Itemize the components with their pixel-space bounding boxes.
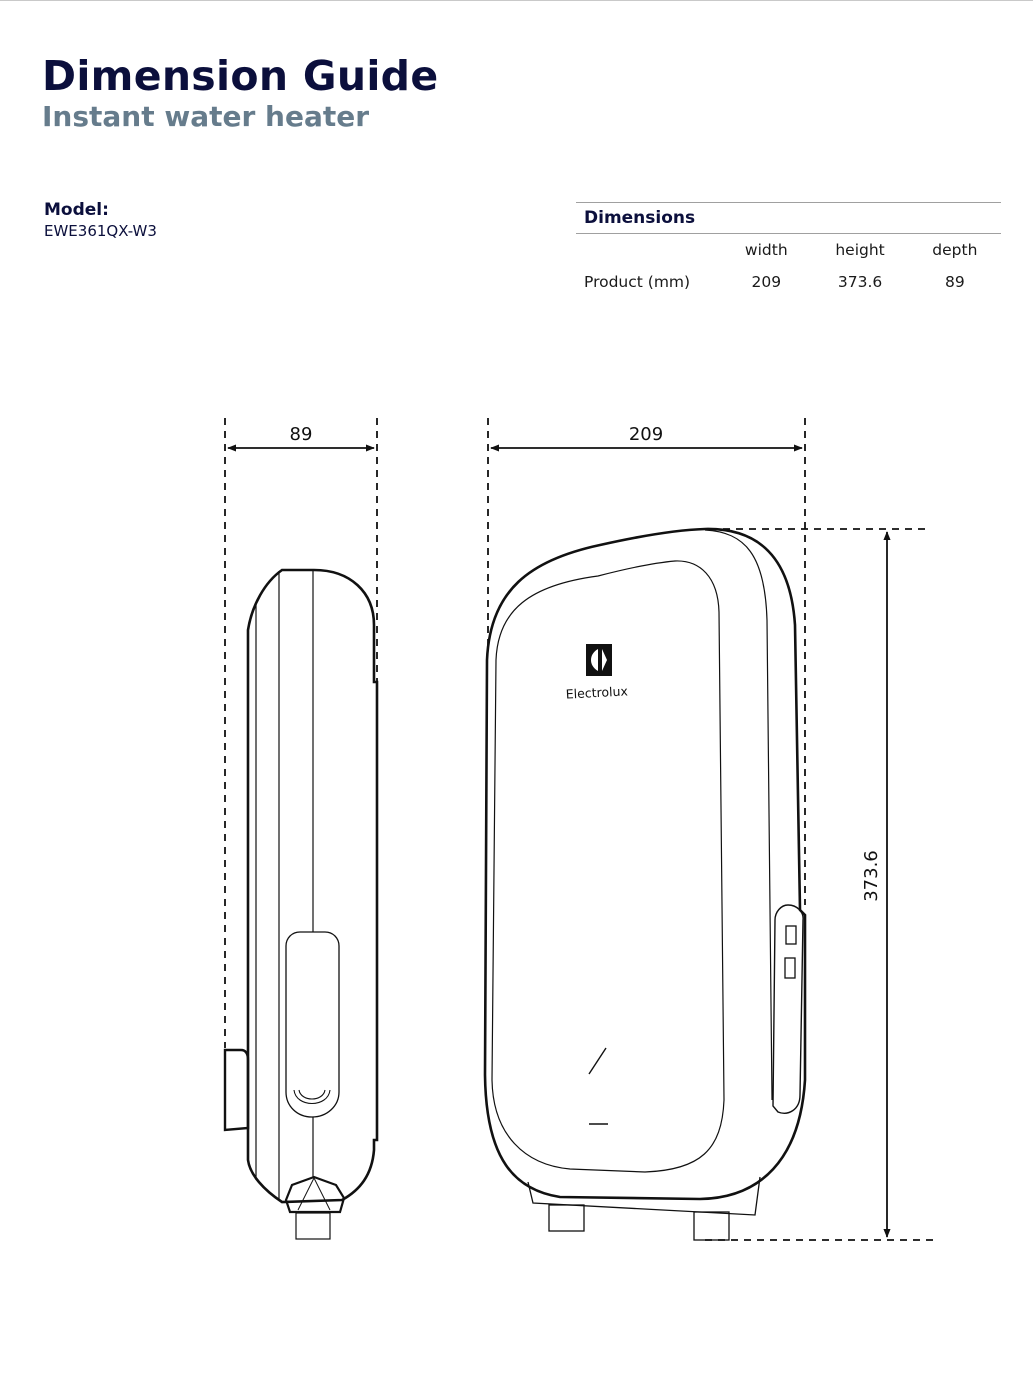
width-dimension-label: 209: [628, 424, 664, 445]
cell-height-value: 373.6: [837, 273, 883, 291]
side-control-curve-inner: [299, 1090, 325, 1099]
height-dimension-label: 373.6: [861, 850, 882, 902]
page-title: Dimension Guide: [42, 52, 439, 100]
side-view-heater: [225, 418, 377, 1239]
electrolux-logo: [565, 644, 628, 702]
dimensions-title: Dimensions: [584, 208, 696, 228]
column-header-height: height: [835, 241, 885, 259]
front-side-control-strip: [773, 905, 803, 1113]
model-value: EWE361QX-W3: [44, 222, 157, 240]
front-indicator-slash: [589, 1048, 606, 1074]
column-header-width: width: [744, 241, 788, 259]
front-pipe-right: [694, 1212, 729, 1240]
front-body-side-edge: [705, 530, 772, 1100]
front-body-outline: [485, 529, 805, 1199]
side-bottom-fitting: [286, 1177, 344, 1212]
row-label: Product (mm): [584, 273, 691, 291]
column-header-depth: depth: [932, 241, 978, 259]
front-view-heater: [485, 418, 935, 1240]
electrolux-wordmark: Electrolux: [565, 683, 629, 702]
front-button-lower: [785, 958, 795, 978]
side-bottom-pipe: [296, 1213, 330, 1239]
depth-dimension-label: 89: [289, 424, 313, 445]
side-control-panel: [286, 932, 339, 1117]
side-mounting-bracket: [225, 1050, 248, 1130]
cell-depth-value: 89: [944, 273, 965, 291]
front-button-upper: [786, 926, 796, 944]
electrolux-emblem-icon: [586, 644, 612, 676]
cell-width-value: 209: [751, 273, 782, 291]
front-pipe-left: [549, 1205, 584, 1231]
model-label: Model:: [44, 200, 109, 220]
page-subtitle: Instant water heater: [42, 100, 370, 133]
